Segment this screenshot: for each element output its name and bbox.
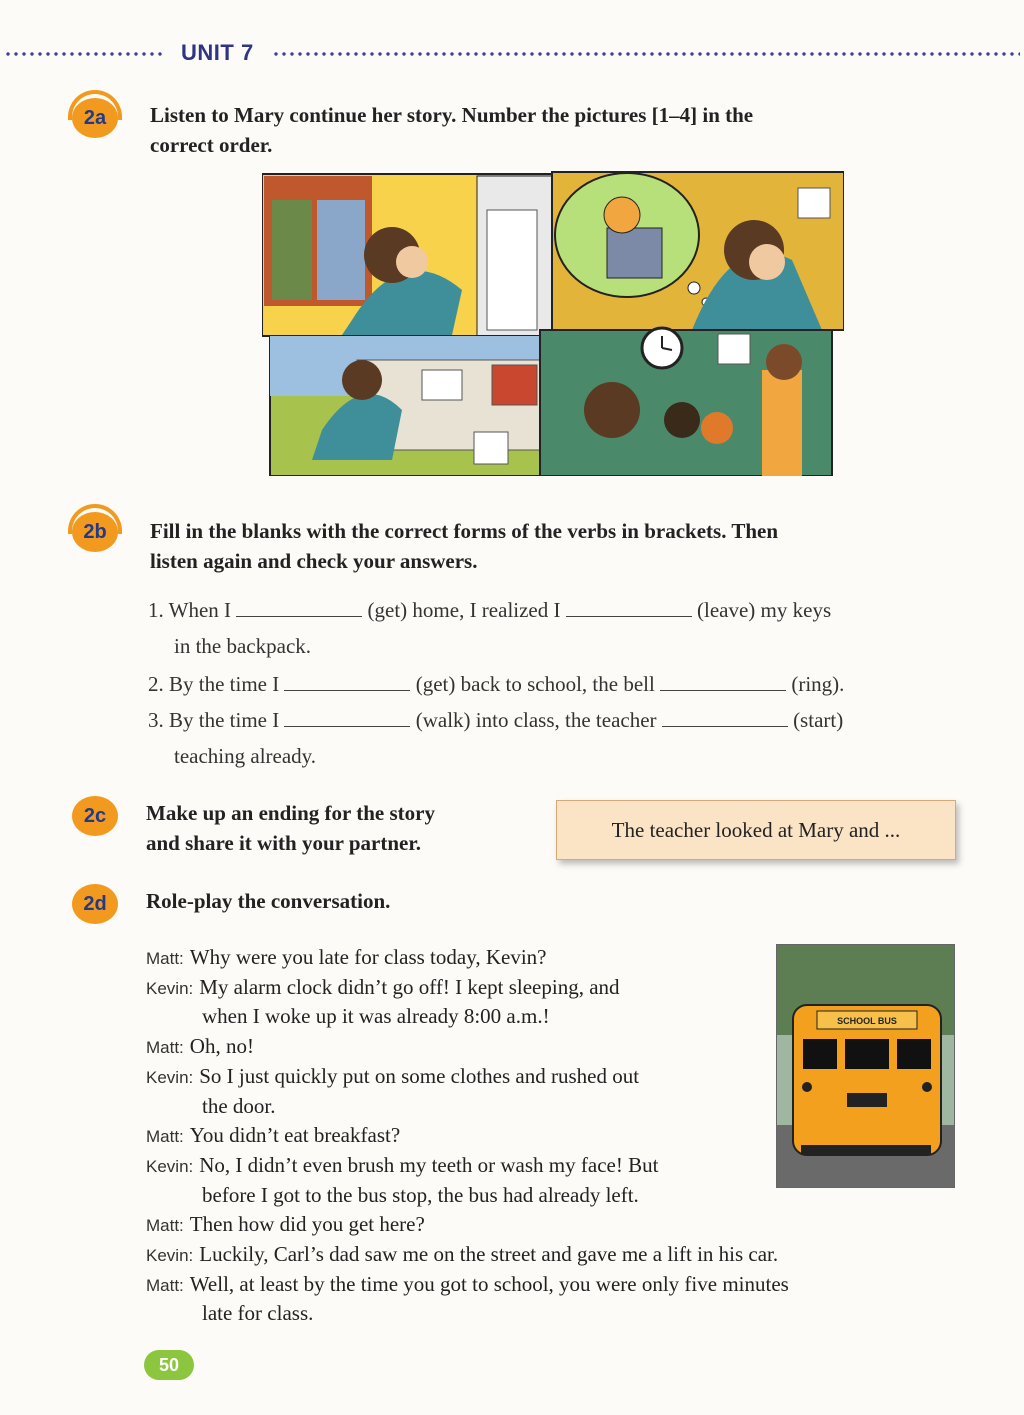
dialogue-text: My alarm clock didn’t go off! I kept sleeping, and — [199, 974, 620, 999]
instruction-2a-line1: Listen to Mary continue her story. Number the pictures [1–4] in the — [150, 103, 754, 127]
blank-2b[interactable] — [660, 672, 786, 691]
blank-1b[interactable] — [566, 598, 692, 617]
item-3-mid: (walk) into class, the teacher — [415, 708, 657, 732]
comic-panel-running-to-school — [270, 336, 542, 476]
header-dots-right — [272, 52, 1020, 56]
speaker-name: Matt: — [146, 949, 184, 968]
dialogue-text: So I just quickly put on some clothes and rushed out — [199, 1063, 640, 1088]
instruction-2c-line2: and share it with your partner. — [146, 831, 421, 855]
item-2-end: (ring). — [791, 672, 845, 696]
bus-sign-text: SCHOOL BUS — [837, 1016, 897, 1026]
dialogue-text: No, I didn’t even brush my teeth or wash my face! But — [199, 1152, 659, 1177]
speaker-name: Kevin: — [146, 1067, 194, 1087]
exercise-badge-2d: 2d — [72, 884, 118, 924]
page-number: 50 — [144, 1350, 194, 1380]
dialogue-text: Oh, no! — [189, 1034, 254, 1059]
dialogue-text: Then how did you get here? — [189, 1212, 425, 1237]
school-bus-photo — [776, 944, 955, 1188]
story-prompt-text: The teacher looked at Mary and ... — [611, 817, 901, 842]
speaker-name: Matt: — [146, 1127, 184, 1147]
instruction-2c — [146, 798, 435, 858]
blank-2a[interactable] — [284, 672, 410, 691]
dialogue-text: Luckily, Carl’s dad saw me on the street and gave me a lift in his car. — [199, 1242, 779, 1266]
dialogue-line — [202, 1091, 276, 1121]
exercise-item-3-continued: teaching already. — [174, 744, 317, 768]
exercise-item-3 — [148, 702, 843, 738]
exercise-item-1 — [148, 592, 831, 628]
blank-3b[interactable] — [662, 708, 788, 727]
story-prompt-box — [556, 800, 956, 860]
instruction-2c-line1: Make up an ending for the story — [146, 801, 435, 825]
item-2-mid: (get) back to school, the bell — [415, 672, 655, 696]
exercise-item-2 — [148, 666, 844, 702]
item-3-start: 3. By the time I — [148, 708, 280, 732]
item-2-start: 2. By the time I — [148, 672, 280, 696]
dialogue-line — [146, 1120, 400, 1152]
item-1-end: (leave) my keys — [697, 598, 832, 622]
item-1-start: 1. When I — [148, 598, 232, 622]
speaker-name: Kevin: — [146, 978, 194, 998]
blank-3a[interactable] — [284, 708, 410, 727]
unit-header — [0, 36, 1024, 72]
instruction-2a-line2: correct order. — [150, 133, 273, 157]
speaker-name: Matt: — [146, 1038, 184, 1058]
dialogue-line — [146, 1031, 254, 1063]
instruction-2d: Role-play the conversation. — [146, 889, 391, 913]
dialogue-line — [202, 1180, 639, 1210]
dialogue-text: when I woke up it was already 8:00 a.m.! — [202, 1004, 550, 1029]
speaker-name: Matt: — [146, 1216, 184, 1236]
speaker-name: Matt: — [146, 1275, 184, 1295]
dialogue-line — [146, 1150, 658, 1182]
exercise-badge-2b: 2b — [72, 512, 118, 552]
dialogue-text: late for class. — [202, 1301, 314, 1326]
exercise-badge-2a: 2a — [72, 98, 118, 138]
comic-panel-classroom — [540, 328, 832, 476]
item-1-mid: (get) home, I realized I — [367, 598, 561, 622]
unit-title: UNIT 7 — [181, 40, 254, 65]
dialogue-text: Why were you late for class today, Kevin? — [189, 945, 547, 969]
speaker-name: Kevin: — [146, 1156, 194, 1176]
dialogue-line — [146, 1209, 425, 1241]
comic-panel-remembering-keys — [552, 172, 844, 330]
exercise-item-1-continued: in the backpack. — [174, 634, 312, 658]
story-comic-illustration — [262, 170, 844, 476]
dialogue-line — [146, 1269, 789, 1301]
dialogue-line — [146, 942, 546, 974]
dialogue-line — [146, 1239, 778, 1271]
dialogue-text: before I got to the bus stop, the bus had already left. — [202, 1182, 639, 1207]
dialogue-text: Well, at least by the time you got to school, you were only five minutes — [189, 1271, 789, 1296]
blank-1a[interactable] — [236, 598, 362, 617]
instruction-2a — [150, 100, 753, 160]
instruction-2b-line1: Fill in the blanks with the correct forms of the verbs in brackets. Then — [150, 519, 779, 543]
dialogue-line — [146, 1061, 639, 1093]
item-3-end: (start) — [793, 708, 844, 732]
header-dots-left — [4, 52, 164, 56]
dialogue-text: the door. — [202, 1093, 276, 1118]
instruction-2b — [150, 516, 778, 576]
dialogue-line — [202, 1298, 313, 1328]
dialogue-line — [146, 972, 620, 1004]
dialogue-text: You didn’t eat breakfast? — [189, 1123, 401, 1148]
instruction-2b-line2: listen again and check your answers. — [150, 549, 478, 573]
speaker-name: Kevin: — [146, 1246, 194, 1265]
exercise-badge-2c: 2c — [72, 796, 118, 836]
comic-panel-running-home — [262, 174, 552, 336]
dialogue-line — [202, 1001, 550, 1031]
